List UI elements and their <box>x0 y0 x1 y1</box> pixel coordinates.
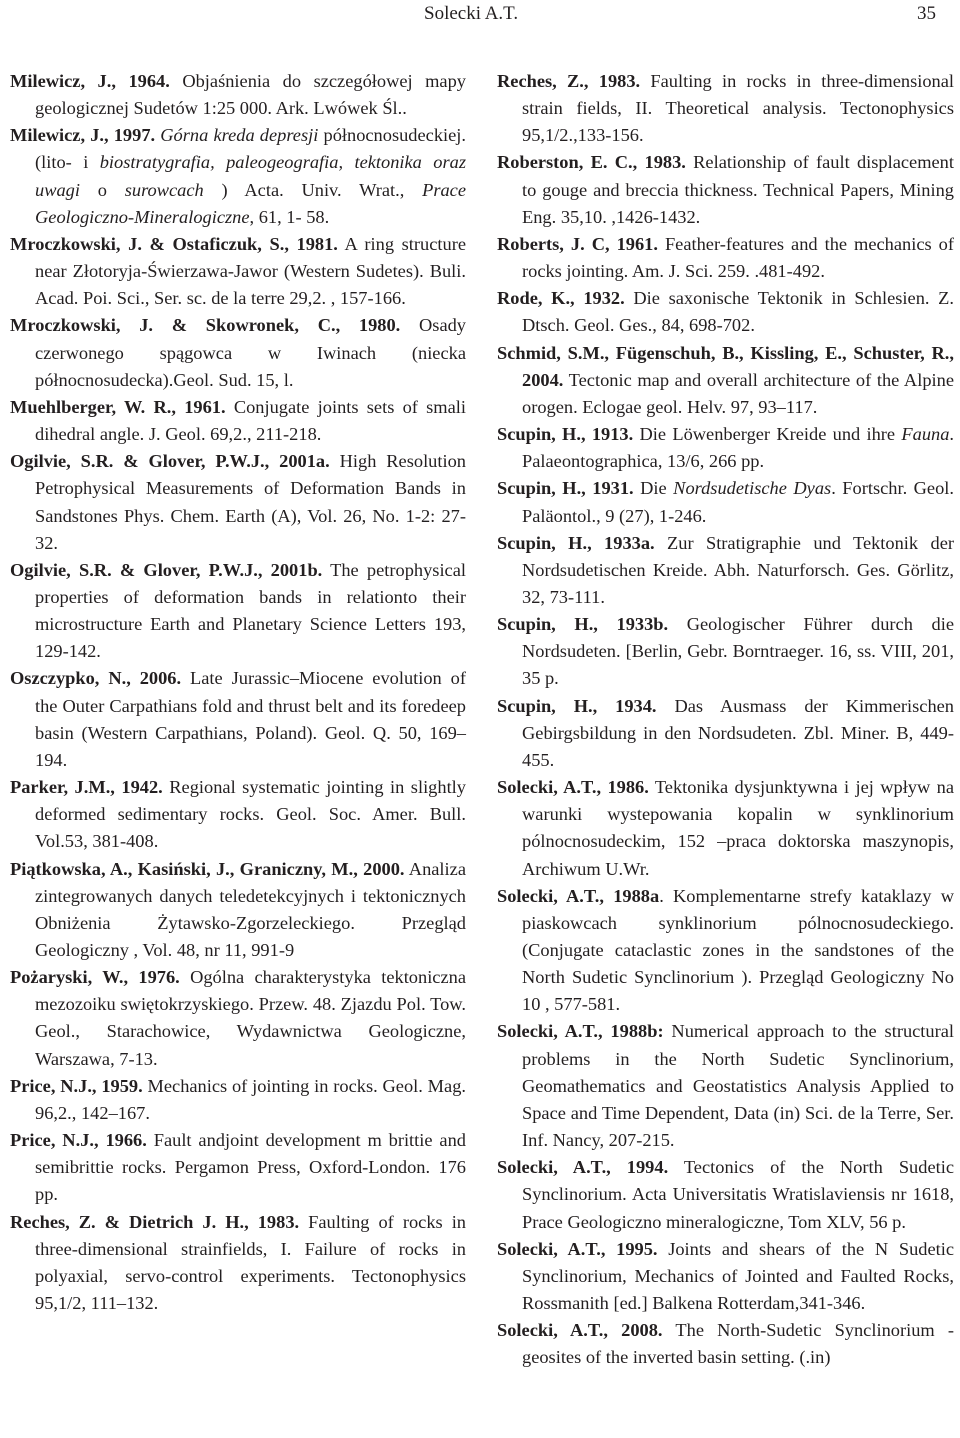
reference-text: Die <box>633 478 674 499</box>
reference-authors: Roberts, J. C, 1961. <box>497 233 658 254</box>
reference-authors: Roberston, E. C., 1983. <box>497 152 686 173</box>
running-header <box>0 2 960 26</box>
reference-text: Faulting of rocks in three-dimensional strainfields, I. Failure of rocks in polyaxial, servo-control experiments. Tectonophysics 95,1/2, 111–132. <box>35 1211 466 1314</box>
reference-entry <box>10 1209 466 1318</box>
reference-authors: Price, N.J., 1959. <box>10 1075 143 1096</box>
reference-text: Faulting in rocks in three-dimensional strain fields, II. Theoretical analysis. Tectonophysics 95,1/2.,133-156. <box>522 71 955 146</box>
reference-text: Die Löwenberger Kreide und ihre <box>633 424 902 445</box>
reference-text: A ring structure near Złotoryja-Świerzawa-Jawor (Western Sudetes). Buli. Acad. Poi. Sci., Ser. sc. de la terre 29,2. , 157-166. <box>35 233 466 309</box>
reference-text: Mechanics of jointing in rocks. Geol. Mag. 96,2., 142–167. <box>35 1075 466 1123</box>
reference-authors: Reches, Z., 1983. <box>497 71 641 91</box>
reference-authors: Ogilvie, S.R. & Glover, P.W.J., 2001b. <box>10 559 323 580</box>
reference-authors: Pożaryski, W., 1976. <box>10 967 180 988</box>
reference-italic-title: Nordsudetische Dyas <box>673 478 832 499</box>
reference-authors: Milewicz, J., 1964. <box>10 71 170 91</box>
reference-entry <box>497 774 954 883</box>
reference-text: Fault andjoint development m brittie and semibrittie rocks. Pergamon Press, Oxford-London. 176 pp. <box>35 1130 466 1205</box>
reference-italic-title: biostratygrafia, paleogeografia, tektonika oraz uwagi <box>35 152 466 200</box>
reference-text: Analiza zintegrowanych danych teledetekcyjnych i tektonicznych Obniżenia Żytawsko-Zgorzeleckiego. Przegląd Geologiczny , Vol. 48, nr 11, 991-9 <box>35 858 466 960</box>
reference-text: The North-Sudetic Synclinorium - geosites of the inverted basin setting. (.in) <box>522 1320 955 1368</box>
header-author: Solecki A.T. <box>424 3 519 24</box>
reference-authors: Mroczkowski, J. & Skowronek, C., 1980. <box>10 315 401 336</box>
reference-entry <box>10 964 466 1073</box>
reference-text: Tectonics of the North Sudetic Synclinorium. Acta Universitatis Wratislaviensis nr 1618, Prace Geologiczno mineralogiczne, Tom XLV, 56 p. <box>522 1157 954 1232</box>
reference-text: . Komplementarne strefy kataklazy w piaskowcach synklinorium pólnocnosudeckiego. (Conjugate cataclastic zones in the sandstones of the North Sudetic Synclinorium ). Przegląd Geologiczny No 10 , 577-581. <box>522 885 954 1015</box>
reference-text: Relationship of fault displacement to gouge and breccia thickness. Technical Papers, Mining Eng. 35,10. ,1426-1432. <box>522 152 954 227</box>
page-number: 35 <box>917 3 936 24</box>
reference-entry <box>497 149 954 230</box>
reference-text: Das Ausmass der Kimmerischen Gebirgsbildung in den Nordsudeten. Zbl. Miner. B, 449-455. <box>522 695 954 770</box>
reference-authors: Price, N.J., 1966. <box>10 1130 147 1151</box>
reference-entry <box>10 665 466 774</box>
reference-entry <box>497 693 954 774</box>
reference-text: Joints and shears of the N Sudetic Synclinorium, Mechanics of Jointed and Faulted Rocks, Rossmanith [ed.] Balkena Rotterdam,341-346. <box>522 1238 954 1314</box>
reference-text: ) Acta. Univ. Wrat., <box>203 179 423 200</box>
reference-text: , 61, 1- 58. <box>249 206 330 227</box>
reference-entry <box>497 285 954 339</box>
reference-text: Geologischer Führer durch die Nordsudeten. [Berlin, Gebr. Borntraeger. 16, ss. VIII, 201, 35 p. <box>522 614 954 689</box>
reference-entry <box>10 68 466 122</box>
reference-entry <box>497 231 954 285</box>
reference-authors: Reches, Z. & Dietrich J. H., 1983. <box>10 1211 300 1232</box>
reference-italic-title: surowcach <box>124 179 204 200</box>
reference-entry <box>10 448 466 557</box>
reference-authors: Milewicz, J., 1997. <box>10 125 156 146</box>
reference-text: Die saxonische Tektonik in Schlesien. Z. Dtsch. Geol. Ges., 84, 698-702. <box>522 288 954 336</box>
reference-authors: Solecki, A.T., 1986. <box>497 777 649 798</box>
reference-authors: Solecki, A.T., 1995. <box>497 1238 658 1259</box>
reference-entry <box>10 1127 466 1208</box>
reference-text: północnosudeckiej. (lito- i <box>35 125 466 173</box>
reference-entry <box>497 611 954 692</box>
reference-text: Tectonic map and overall architecture of the Alpine orogen. Eclogae geol. Helv. 97, 93–117. <box>522 369 954 417</box>
reference-text: Numerical approach to the structural problems in the North Sudetic Synclinorium, Geomathematics and Geostatistics Analysis Applied to Space and Time Dependent, Data (in) Sci. de la Terre, Ser. Inf. Nancy, 207-215. <box>522 1021 954 1151</box>
reference-authors: Solecki, A.T., 1988a <box>497 885 660 906</box>
reference-text: Osady czerwonego spągowca w Iwinach (niecka północnosudecka).Geol. Sud. 15, l. <box>35 315 466 390</box>
reference-text: . Fortschr. Geol. Paläontol., 9 (27), 1-246. <box>522 478 954 526</box>
reference-entry <box>497 68 954 149</box>
reference-entry <box>497 1154 954 1235</box>
reference-authors: Muehlberger, W. R., 1961. <box>10 396 226 417</box>
reference-authors: Solecki, A.T., 2008. <box>497 1320 663 1341</box>
reference-text: Regional systematic jointing in slightly deformed sedimentary rocks. Geol. Soc. Amer. Bull. Vol.53, 381-408. <box>35 777 466 852</box>
reference-authors: Scupin, H., 1933b. <box>497 614 669 635</box>
reference-entry <box>497 883 954 1019</box>
reference-entry <box>497 1018 954 1154</box>
reference-text: Feather-features and the mechanics of rocks jointing. Am. J. Sci. 259. .481-492. <box>522 233 954 282</box>
reference-entry <box>10 394 466 448</box>
reference-text: o <box>79 179 125 200</box>
reference-authors: Oszczypko, N., 2006. <box>10 668 182 689</box>
reference-entry <box>10 774 466 855</box>
reference-authors: Piątkowska, A., Kasiński, J., Graniczny, M., 2000. <box>10 858 405 879</box>
reference-entry <box>10 231 466 312</box>
reference-text: Ogólna charakterystyka tektoniczna mezozoiku swiętokrzyskiego. Przew. 48. Zjazdu Pol. Tow. Geol., Starachowice, Wydawnictwa Geologiczne, Warszawa, 7-13. <box>35 967 466 1069</box>
reference-authors: Parker, J.M., 1942. <box>10 777 163 798</box>
reference-entry <box>497 475 954 529</box>
reference-column-left <box>10 68 466 1317</box>
reference-entry <box>497 340 954 421</box>
reference-authors: Mroczkowski, J. & Ostaficzuk, S., 1981. <box>10 233 338 254</box>
reference-entry <box>497 1236 954 1317</box>
reference-italic-title: Fauna <box>901 424 950 445</box>
reference-text: . Palaeontographica, 13/6, 266 pp. <box>522 424 955 472</box>
reference-entry <box>497 1317 954 1371</box>
reference-authors: Ogilvie, S.R. & Glover, P.W.J., 2001a. <box>10 451 330 472</box>
reference-entry <box>10 856 466 965</box>
reference-entry <box>10 1073 466 1127</box>
reference-text: The petrophysical properties of deformation bands in relationto their microstructure Earth and Planetary Science Letters 193, 129-142. <box>35 559 466 662</box>
reference-authors: Rode, K., 1932. <box>497 288 625 309</box>
reference-text: Late Jurassic–Miocene evolution of the Outer Carpathians fold and thrust belt and its foredeep basin (Western Carpathians, Poland). Geol. Q. 50, 169–194. <box>35 668 466 770</box>
reference-italic-title: Górna kreda depresji <box>160 125 319 146</box>
reference-authors: Scupin, H., 1934. <box>497 695 657 716</box>
reference-entry <box>497 530 954 611</box>
reference-authors: Schmid, S.M., Fügenschuh, B., Kissling, E., Schuster, R., 2004. <box>497 342 954 390</box>
reference-text: Tektonika dysjunktywna i jej wpływ na warunki wystepowania kopalin w synklinorium pólnocnosudeckim, 152 –praca doktorska maszynopis, Archiwum U.Wr. <box>522 777 954 879</box>
reference-text: Conjugate joints sets of smali dihedral angle. J. Geol. 69,2., 211-218. <box>35 396 466 445</box>
reference-entry <box>10 557 466 666</box>
reference-text: Objaśnienia do szczegółowej mapy geologicznej Sudetów 1:25 000. Ark. Lwówek Śl.. <box>35 71 466 119</box>
reference-text: Zur Stratigraphie und Tektonik der Nordsudetischen Kreide. Abh. Naturforsch. Ges. Görlitz, 32, 73-111. <box>522 532 954 607</box>
reference-entry <box>10 122 466 231</box>
reference-column-right <box>497 68 954 1372</box>
reference-entry <box>10 312 466 393</box>
reference-italic-title: Prace Geologiczno-Mineralogiczne <box>35 179 467 227</box>
reference-authors: Scupin, H., 1913. <box>497 424 634 445</box>
reference-authors: Scupin, H., 1931. <box>497 478 634 499</box>
reference-entry <box>497 421 954 475</box>
reference-authors: Solecki, A.T., 1994. <box>497 1157 669 1178</box>
reference-text: High Resolution Petrophysical Measurements of Deformation Bands in Sandstones Phys. Chem. Earth (A), Vol. 26, No. 1-2: 27-32. <box>35 451 466 553</box>
reference-authors: Solecki, A.T., 1988b: <box>497 1021 664 1042</box>
reference-authors: Scupin, H., 1933a. <box>497 532 655 553</box>
